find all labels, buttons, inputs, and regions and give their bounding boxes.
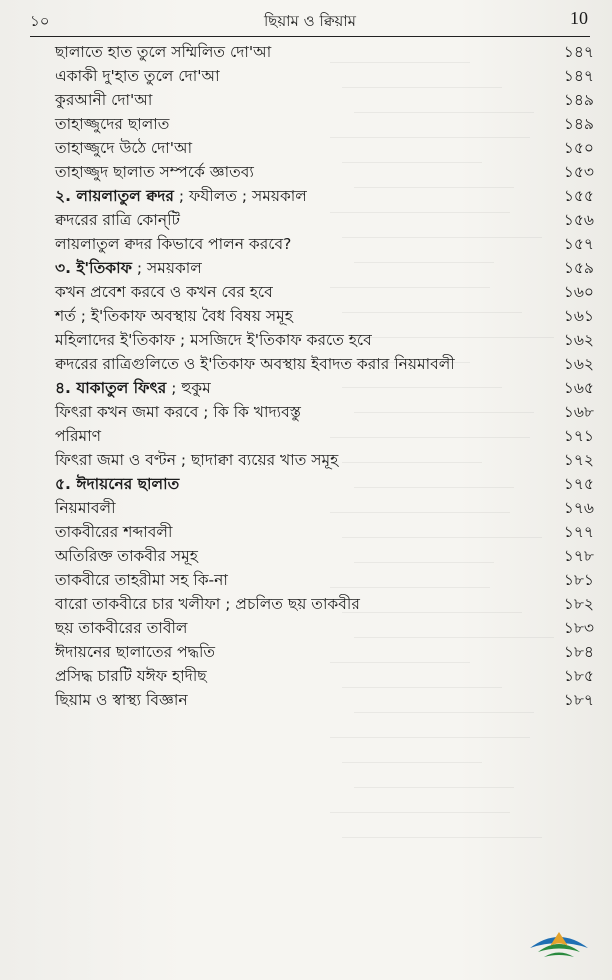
header-page-number-bengali: ১০ <box>30 12 50 30</box>
toc-entry-title <box>55 256 202 280</box>
toc-entry-title <box>55 496 116 520</box>
toc-entry-title-text: তাহাজ্জুদের ছালাত <box>55 115 170 133</box>
toc-entry-title-text: ৪. যাকাতুল ফিৎর <box>55 379 167 397</box>
bleed-through-line <box>330 812 510 813</box>
toc-entry-page-number: ১৫৬ <box>563 211 594 229</box>
toc-entry-title-text: ফিৎরা জমা ও বণ্টন ; ছাদাক্বা ব্যয়ের খাত সমূহ <box>55 451 339 469</box>
toc-entry[interactable] <box>55 448 594 472</box>
toc-entry-page-number: ১৬৮ <box>563 403 594 421</box>
toc-entry[interactable] <box>55 568 594 592</box>
toc-entry[interactable] <box>55 328 594 352</box>
toc-entry-title <box>55 328 372 352</box>
toc-entry-page-number: ১৮১ <box>563 571 594 589</box>
toc-entry-title <box>55 40 271 64</box>
toc-entry-title <box>55 64 220 88</box>
toc-entry-title-text: ঈদায়নের ছালাতের পদ্ধতি <box>55 643 216 661</box>
toc-entry-title-text: তাহাজ্জুদে উঠে দো'আ <box>55 139 193 157</box>
toc-entry-page-number: ১৫৯ <box>563 259 594 277</box>
toc-entry[interactable] <box>55 88 594 112</box>
toc-entry-page-number: ১৬২ <box>563 331 594 349</box>
toc-entry-title-text: ফিৎরা কখন জমা করবে ; কি কি খাদ্যবস্তু <box>55 403 301 421</box>
toc-entry-page-number: ১৭৮ <box>563 547 594 565</box>
toc-entry-page-number: ১৮৪ <box>563 643 594 661</box>
toc-entry-title-text: ৫. ঈদায়নের ছালাত <box>55 475 180 493</box>
toc-section-heading[interactable] <box>55 256 594 280</box>
publisher-logo-icon <box>524 918 594 960</box>
toc-entry-title-text: প্রসিদ্ধ চারটি যঈফ হাদীছ <box>55 667 207 685</box>
toc-entry-subtitle: ; সময়কাল <box>131 259 202 277</box>
toc-entry-title-text: ক্বদরের রাত্রিগুলিতে ও ই'তিকাফ অবস্থায় ইবাদত করার নিয়মাবলী <box>55 355 455 373</box>
toc-entry[interactable] <box>55 400 594 424</box>
toc-entry-title-text: মহিলাদের ই'তিকাফ ; মসজিদে ই'তিকাফ করতে হবে <box>55 331 372 349</box>
toc-entry[interactable] <box>55 616 594 640</box>
toc-entry-title-text: ছয় তাকবীরের তাবীল <box>55 619 188 637</box>
toc-entry-title-text: ৩. ই'তিকাফ <box>55 259 132 277</box>
toc-entry-page-number: ১৭৭ <box>563 523 594 541</box>
toc-entry-title-text: তাকবীরের শব্দাবলী <box>55 523 173 541</box>
toc-entry[interactable] <box>55 160 594 184</box>
toc-entry-title <box>55 184 307 208</box>
toc-entry[interactable] <box>55 136 594 160</box>
toc-entry[interactable] <box>55 304 594 328</box>
toc-entry-title <box>55 664 207 688</box>
toc-entry-title <box>55 280 273 304</box>
toc-entry-page-number: ১৮৫ <box>563 667 594 685</box>
toc-entry[interactable] <box>55 688 594 712</box>
toc-entry-title <box>55 136 192 160</box>
toc-entry-title <box>55 520 172 544</box>
toc-entry-title <box>55 688 188 712</box>
toc-entry-title <box>55 232 291 256</box>
toc-entry-title <box>55 88 152 112</box>
toc-entry[interactable] <box>55 208 594 232</box>
toc-section-heading[interactable] <box>55 472 594 496</box>
toc-entry-title <box>55 592 360 616</box>
toc-entry[interactable] <box>55 352 594 376</box>
toc-entry[interactable] <box>55 544 594 568</box>
bleed-through-line <box>342 837 542 838</box>
toc-entry-title <box>55 376 211 400</box>
table-of-contents <box>55 40 594 712</box>
toc-entry-page-number: ১৮২ <box>563 595 594 613</box>
toc-entry-page-number: ১৫০ <box>563 139 594 157</box>
toc-section-heading[interactable] <box>55 184 594 208</box>
toc-entry-page-number: ১৮৭ <box>563 691 594 709</box>
toc-entry-page-number: ১৫৭ <box>563 235 594 253</box>
toc-entry-title-text: অতিরিক্ত তাকবীর সমূহ <box>55 547 198 565</box>
toc-entry[interactable] <box>55 592 594 616</box>
header-page-number: 10 <box>570 8 588 28</box>
bleed-through-line <box>342 762 482 763</box>
toc-entry-page-number: ১৬২ <box>563 355 594 373</box>
toc-entry-page-number: ১৫৫ <box>563 187 594 205</box>
toc-entry-page-number: ১৬১ <box>563 307 594 325</box>
toc-entry-title-text: ছিয়াম ও স্বাস্থ্য বিজ্ঞান <box>55 691 188 709</box>
toc-entry-title <box>55 448 338 472</box>
toc-entry-title <box>55 424 101 448</box>
toc-entry-page-number: ১৭৫ <box>563 475 594 493</box>
toc-entry-title <box>55 640 215 664</box>
toc-entry-title <box>55 160 254 184</box>
toc-entry-page-number: ১৪৯ <box>563 115 594 133</box>
toc-entry-subtitle: ; ফযীলত ; সময়কাল <box>173 187 307 205</box>
toc-entry-page-number: ১৬৫ <box>563 379 594 397</box>
toc-entry-page-number: ১৮৩ <box>563 619 594 637</box>
toc-entry-page-number: ১৫৩ <box>563 163 594 181</box>
toc-entry-page-number: ১৬০ <box>563 283 594 301</box>
toc-entry[interactable] <box>55 232 594 256</box>
toc-entry[interactable] <box>55 64 594 88</box>
toc-entry-page-number: ১৭৬ <box>563 499 594 517</box>
toc-entry[interactable] <box>55 640 594 664</box>
toc-entry-title <box>55 208 180 232</box>
toc-entry-title <box>55 544 198 568</box>
bleed-through-line <box>354 712 534 713</box>
header-rule <box>30 36 590 37</box>
toc-entry-page-number: ১৪৯ <box>563 91 594 109</box>
toc-entry-title-text: একাকী দু'হাত তুলে দো'আ <box>55 67 220 85</box>
toc-entry-title <box>55 112 169 136</box>
header-book-title: ছিয়াম ও ক্বিয়াম <box>263 12 357 30</box>
toc-entry-title <box>55 472 179 496</box>
toc-entry[interactable] <box>55 664 594 688</box>
toc-entry-title-text: কুরআনী দো'আ <box>55 91 153 109</box>
toc-entry-title-text: লায়লাতুল ক্বদর কিভাবে পালন করবে? <box>55 235 292 253</box>
toc-entry-title <box>55 304 293 328</box>
toc-entry[interactable] <box>55 496 594 520</box>
bleed-through-line <box>330 737 530 738</box>
toc-entry[interactable] <box>55 112 594 136</box>
toc-entry-title-text: কখন প্রবেশ করবে ও কখন বের হবে <box>55 283 273 301</box>
toc-entry-title-text: তাহাজ্জুদ ছালাত সম্পর্কে জ্ঞাতব্য <box>55 163 254 181</box>
toc-entry-page-number: ১৪৭ <box>563 43 594 61</box>
toc-entry-title-text: ২. লায়লাতুল ক্বদর <box>55 187 174 205</box>
toc-entry-title-text: পরিমাণ <box>55 427 101 445</box>
toc-entry[interactable] <box>55 40 594 64</box>
toc-entry-title-text: ছালাতে হাত তুলে সম্মিলিত দো'আ <box>55 43 272 61</box>
toc-entry-page-number: ১৭১ <box>563 427 594 445</box>
page-header <box>30 4 590 38</box>
toc-entry-subtitle: ; হুকুম <box>166 379 211 397</box>
toc-entry-title-text: শর্ত ; ই'তিকাফ অবস্থায় বৈধ বিষয় সমূহ <box>55 307 293 325</box>
bleed-through-line <box>354 787 514 788</box>
toc-entry-page-number: ১৭২ <box>563 451 594 469</box>
toc-entry-title <box>55 400 301 424</box>
toc-entry-title-text: বারো তাকবীরে চার খলীফা ; প্রচলিত ছয় তাকবীর <box>55 595 360 613</box>
toc-entry[interactable] <box>55 280 594 304</box>
toc-entry-title <box>55 616 187 640</box>
toc-entry-title <box>55 352 455 376</box>
toc-entry[interactable] <box>55 520 594 544</box>
toc-entry-page-number: ১৪৭ <box>563 67 594 85</box>
toc-entry-title-text: ক্বদরের রাত্রি কোন্‌টি <box>55 211 181 229</box>
toc-entry-title-text: তাকবীরে তাহরীমা সহ কি-না <box>55 571 228 589</box>
toc-entry[interactable] <box>55 424 594 448</box>
toc-entry-title-text: নিয়মাবলী <box>55 499 116 517</box>
toc-entry-title <box>55 568 228 592</box>
toc-section-heading[interactable] <box>55 376 594 400</box>
